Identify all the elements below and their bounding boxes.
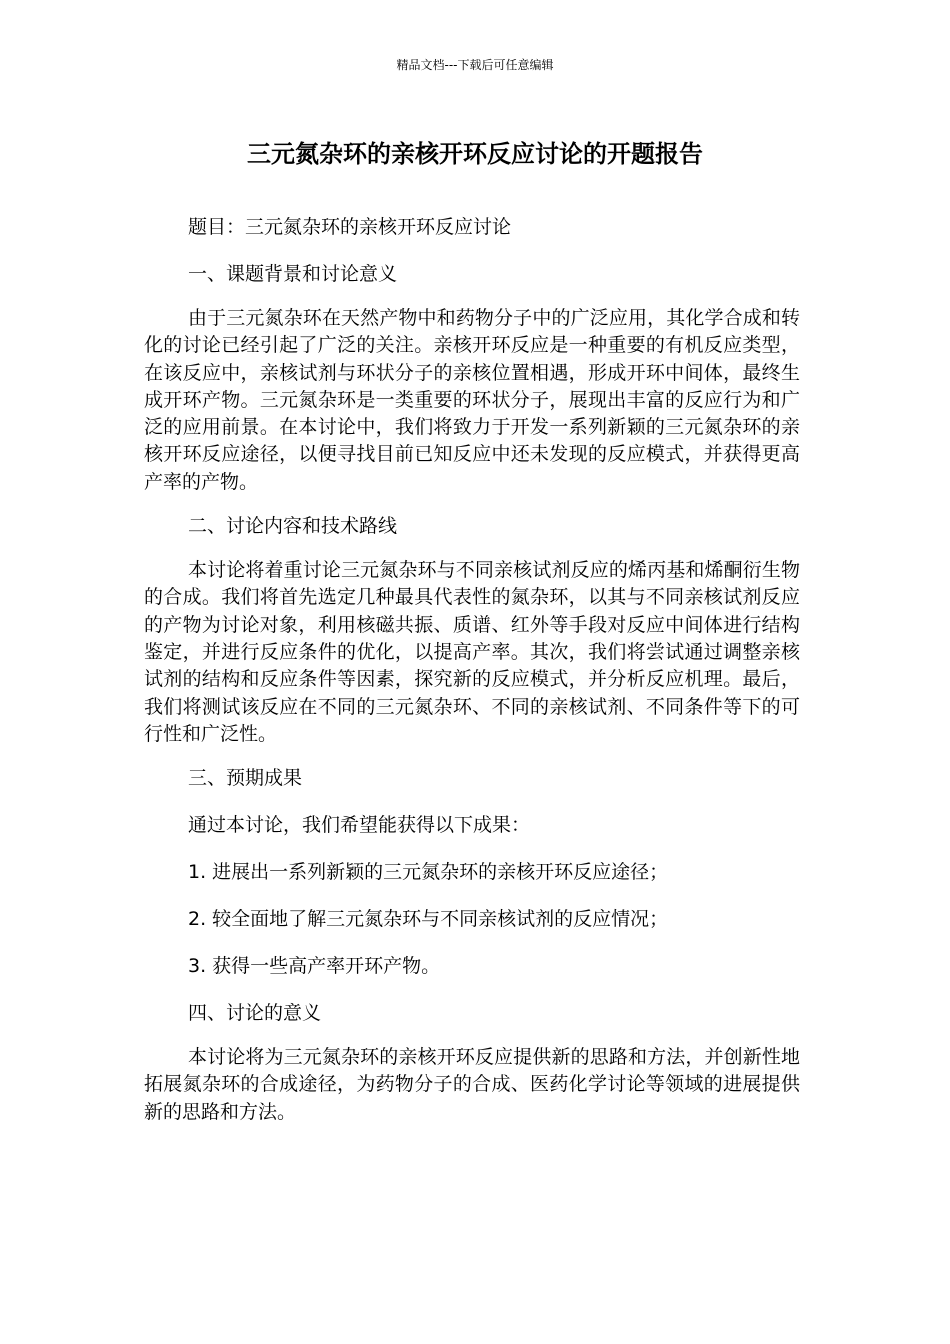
section-3-heading: 三、预期成果	[188, 767, 303, 790]
section-4-heading: 四、讨论的意义	[188, 1002, 322, 1025]
section-1-heading: 一、课题背景和讨论意义	[188, 263, 398, 285]
topic-line: 题目：三元氮杂环的亲核开环反应讨论	[188, 216, 512, 238]
section-2-body: 本讨论将着重讨论三元氮杂环与不同亲核试剂反应的烯丙基和烯酮衍生物的合成。我们将首先选定几种最具代表性的氮杂环，以其与不同亲核试剂反应的产物为讨论对象，利用核磁共振、质谱、红外等手段对反应中间体进行结构鉴定，并进行反应条件的优化，以提高产率。其次，我们将尝试通过调整亲核试剂的结构和反应条件等因素，探究新的反应模式，并分析反应机理。最后，我们将测试该反应在不同的三元氮杂环、不同的亲核试剂、不同条件等下的可行性和广泛性。	[144, 559, 800, 745]
document-body	[144, 211, 800, 1140]
result-item-1: 1. 进展出一系列新颖的三元氮杂环的亲核开环反应途径；	[188, 861, 669, 884]
result-item-2: 2. 较全面地了解三元氮杂环与不同亲核试剂的反应情况；	[188, 908, 669, 931]
section-3-intro: 通过本讨论，我们希望能获得以下成果：	[188, 814, 531, 837]
result-item-3: 3. 获得一些高产率开环产物。	[188, 955, 441, 978]
document-title: 三元氮杂环的亲核开环反应讨论的开题报告	[247, 140, 703, 168]
section-1-body: 由于三元氮杂环在天然产物中和药物分子中的广泛应用，其化学合成和转化的讨论已经引起了广泛的关注。亲核开环反应是一种重要的有机反应类型，在该反应中，亲核试剂与环状分子的亲核位置相遇，形成开环中间体，最终生成开环产物。三元氮杂环是一类重要的环状分子，展现出丰富的反应行为和广泛的应用前景。在本讨论中，我们将致力于开发一系列新颖的三元氮杂环的亲核开环反应途径，以便寻找目前已知反应中还未发现的反应模式，并获得更高产率的产物。	[144, 307, 800, 493]
section-4-body: 本讨论将为三元氮杂环的亲核开环反应提供新的思路和方法，并创新性地拓展氮杂环的合成途径，为药物分子的合成、医药化学讨论等领域的进展提供新的思路和方法。	[144, 1046, 800, 1123]
header-note: 精品文档---下载后可任意编辑	[396, 58, 554, 72]
section-2-heading: 二、讨论内容和技术路线	[188, 515, 398, 538]
